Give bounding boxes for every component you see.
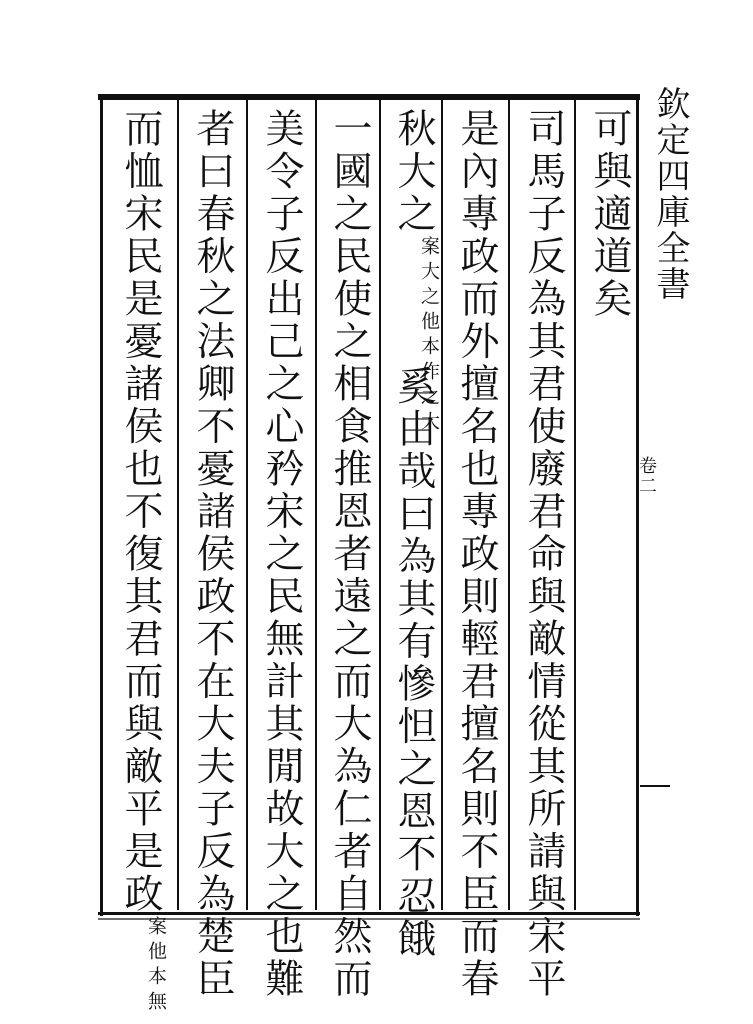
left-border	[100, 94, 103, 916]
text-column-6	[252, 108, 310, 1001]
text-column-5	[320, 108, 378, 1001]
column-text: 美令子反出己之心矜宋之民無計其閒故大之也難	[259, 108, 304, 1001]
column-text: 可與適道矣	[587, 108, 632, 321]
volume-label: 卷二	[636, 456, 657, 496]
text-column-7	[183, 108, 241, 1001]
column-divider	[574, 100, 576, 910]
interlinear-note: 案他本無	[145, 915, 167, 1016]
column-text: 一國之民使之相食推恩者遠之而大為仁者自然而	[327, 108, 372, 1001]
column-divider	[246, 100, 248, 910]
column-text	[111, 108, 169, 1016]
column-text-before-note: 而恤宋民是憂諸侯也不復其君而與敵平是政	[118, 108, 163, 916]
top-border	[98, 94, 640, 100]
column-text-after-note: 奚由哉曰為其有慘怛之恩不忍餓	[391, 365, 436, 961]
column-divider	[379, 100, 381, 910]
column-text: 是內專政而外擅名也專政則輕君擅名則不臣而春	[454, 108, 499, 1001]
column-text-before-note: 秋大之	[391, 108, 436, 236]
column-text: 司馬子反為其君使廢君命與敵情從其所請與宋平	[521, 108, 566, 1001]
text-column-4	[384, 108, 442, 961]
column-divider	[315, 100, 317, 910]
text-column-1	[580, 108, 638, 900]
book-title-margin: 欽定四庫全書	[650, 86, 690, 302]
outer-margin-line	[640, 785, 670, 787]
column-text	[384, 108, 442, 961]
text-column-2	[514, 108, 572, 1001]
text-column-8	[111, 108, 169, 1016]
column-divider	[177, 100, 179, 910]
column-text: 者曰春秋之法卿不憂諸侯政不在大夫子反為楚臣	[190, 108, 235, 1001]
text-column-3	[447, 108, 505, 1001]
column-divider	[508, 100, 510, 910]
interlinear-note: 案大之他本作之大	[418, 235, 440, 436]
